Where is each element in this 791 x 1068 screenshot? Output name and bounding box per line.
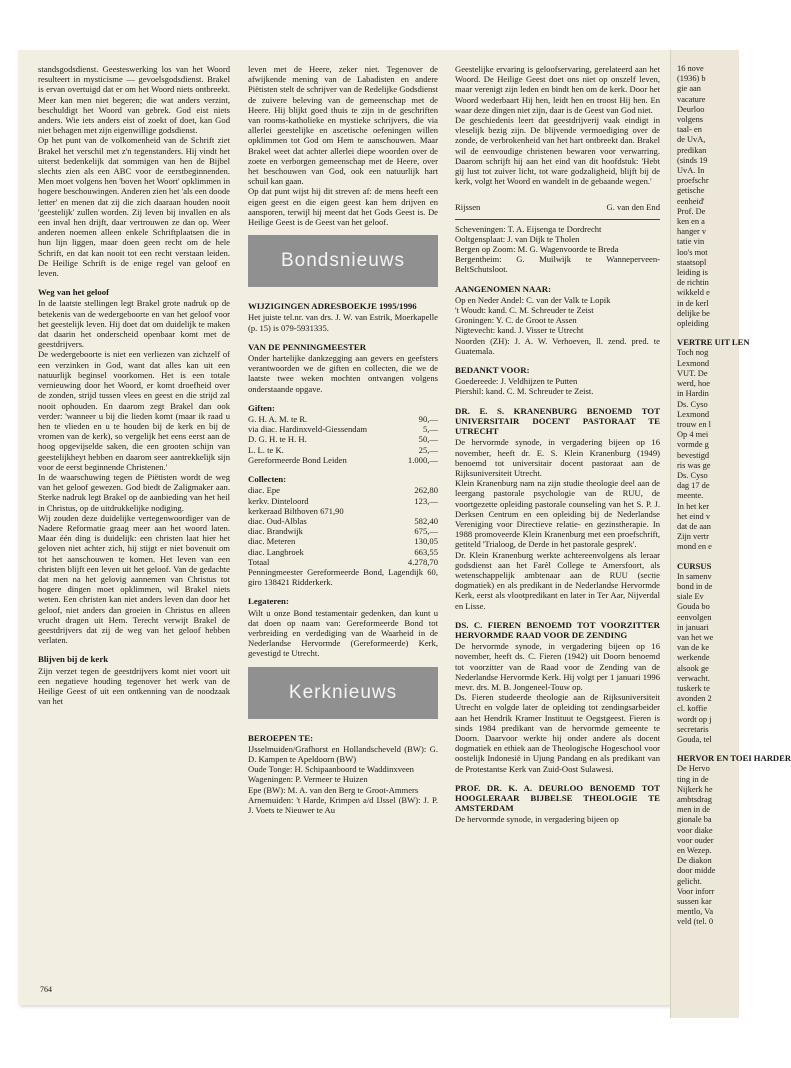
- news-heading: VAN DE PENNINGMEESTER: [248, 341, 367, 352]
- edge-line: werd, hoe: [677, 379, 711, 389]
- collecten-label: diac. Brandwijk: [248, 526, 303, 537]
- paragraph: De hervormde synode, in vergadering bijeen op: [455, 814, 619, 825]
- edge-line: Ds. Cyso: [677, 470, 708, 480]
- edge-line: gelicht.: [677, 876, 702, 886]
- edge-line: de richtin: [677, 278, 709, 288]
- edge-line: siale Ev: [677, 592, 704, 602]
- paragraph: Wageningen: P. Vermeer te Huizen: [248, 774, 368, 785]
- paragraph: In de laatste stellingen legt Brakel grote nadruk op de betekenis van de wedergeboorte en van het geloof voor het geestelijk leven. Hij doet dat om duidelijk te maken dat daarin het onderscheid openbaar komt met de geestdrijvers.: [38, 298, 230, 350]
- collecten-label: kerkv. Dinteloord: [248, 495, 309, 506]
- edge-line: mond en e: [677, 542, 712, 552]
- news-heading: Legateren:: [248, 596, 289, 607]
- edge-line: volgens: [677, 115, 704, 125]
- edge-line: wordt op j: [677, 714, 712, 724]
- giften-row: [248, 455, 438, 465]
- edge-line: Gouda, tel: [677, 735, 712, 744]
- paragraph: leven met de Heere, zeker niet. Tegenover de afwijkende mening van de Labadisten en andere Piëtisten stelt de schrijver van de Redelijke Godsdienst de zuivere beleving van de gemeenschap met de Heere. Hij blijkt goed thuis te zijn in de geschriften van rooms-katholieke en mystieke schrijvers, die via allerlei geestelijke en ascetische oefeningen willen opklimmen tot God om Hem te aanschouwen. Maar Brakel weet dat achter allerlei diepe woorden over de zoete en verborgen gemeenschap met de Heere, over het beschouwen van God, ook een natuurlijk hart schuil kan gaan.: [248, 64, 438, 187]
- signature-place: Rijssen: [455, 202, 481, 213]
- edge-line: (1936) b: [677, 74, 706, 84]
- paragraph: Dr. Klein Kranenburg werkte achtereenvolgens als leraar godsdienst aan het Farèl College te Amersfoort, als wetenschappelijk ambtenaar aan de RUU (sectie dogmatiek) en als predikant in de Nederlandse Hervormde Kerk, eerst als vlootpredikant en later in Ter Aar, Nijverdal en Lisse.: [455, 549, 660, 611]
- paragraph: Bergentheim: G. Muilwijk te Wanneperveen-BeltSchutsloot.: [455, 254, 660, 275]
- section-heading: Weg van het geloof: [38, 287, 110, 298]
- paragraph: Piershil: kand. C. M. Schreuder te Zeist.: [455, 386, 594, 397]
- edge-line: men in de: [677, 805, 711, 815]
- edge-line: eenvolgen: [677, 612, 712, 622]
- collecten-amount: 130,05: [414, 536, 438, 547]
- edge-line: UvA. In: [677, 166, 705, 176]
- edge-line: dag 17 de: [677, 481, 710, 491]
- edge-line: in januari: [677, 622, 709, 632]
- news-heading: WIJZIGINGEN ADRESBOEKJE 1995/1996: [248, 301, 417, 312]
- edge-line: Prof. De: [677, 206, 706, 216]
- edge-line: wikkeld e: [677, 288, 710, 298]
- edge-line: tatie vin: [677, 237, 705, 247]
- edge-line: mentlo, Va: [677, 907, 714, 917]
- giften-label: Gereformeerde Bond Leiden: [248, 454, 347, 465]
- paragraph: 't Woudt: kand. C. M. Schreuder te Zeist: [455, 305, 594, 316]
- collecten-label: diac. Langbroek: [248, 546, 304, 557]
- edge-line: De Hervo: [677, 764, 710, 774]
- edge-line: in de kerl: [677, 298, 709, 308]
- paragraph: De wedergeboorte is niet een verliezen van zichzelf of een verzinken in God, want dat alles kan uit een natuurlijk beginsel voorkomen. Het is een totale vernieuwing door het Woord, er komt droefheid over de zonden, strijd tussen vlees en geest en die strijd zal nooit ophouden. En daarom zegt Brakel dan ook verder: 'wanneer u bij die lieden komt (maar ik raad u hen te vlieden en u te houden bij de kerk en bij de vromen van de kerk), so vergelijk het eens eerst aan de hoog opgevijselde saken, die een grooten schijn van geestelijkheyt hebben en daarom seer aantrekkelijk sijn voor de eerst beginnende Christenen.': [38, 349, 230, 472]
- edge-line: Gouda bo: [677, 602, 710, 612]
- column-3: [455, 64, 660, 825]
- news-heading: AANGENOMEN NAAR:: [455, 283, 552, 294]
- divider: [455, 219, 660, 220]
- edge-line: ambtsdrag: [677, 795, 712, 805]
- collecten-label: diac. Oud-Alblas: [248, 515, 307, 526]
- collecten-label: kerkeraad Bilthoven 671,90: [248, 505, 344, 516]
- edge-line: VUT. De: [677, 368, 708, 378]
- collecten-amount: 663,55: [414, 546, 438, 557]
- edge-line: staatsopl: [677, 257, 707, 267]
- paragraph: Onder hartelijke dankzegging aan gevers en geefsters verantwoorden we de giften en collecten, die we de laatste twee weken mochten ontvangen volgens onderstaande opgave.: [248, 353, 438, 394]
- edge-line: van het we: [677, 632, 714, 642]
- collecten-amount: 4.278,70: [407, 556, 438, 567]
- giften-row: [248, 424, 438, 434]
- column-2: [248, 64, 438, 815]
- edge-line: gionale ba: [677, 815, 712, 825]
- edge-line: getische: [677, 186, 705, 196]
- paragraph: Nigtevecht: kand. J. Visser te Utrecht: [455, 325, 584, 336]
- edge-line: eenheid': [677, 196, 705, 206]
- edge-line: In het ker: [677, 501, 710, 511]
- paragraph: Goedereede: J. Veldhijzen te Putten: [455, 376, 578, 387]
- edge-line: gie aan: [677, 84, 701, 94]
- paragraph: In de waarschuwing tegen de Piëtisten wordt de weg van het geloof gewezen. God biedt de Zaligmaker aan. Sterke nadruk legt Brakel op de aanbieding van het heil in Christus, op de uitdrukkelijke nodiging.: [38, 471, 230, 513]
- author-signature: [455, 202, 660, 212]
- edge-line: proefschr: [677, 176, 709, 186]
- paragraph: Epe (BW): M. A. van den Berg te Groot-Ammers: [248, 784, 419, 795]
- news-heading: DS. C. FIEREN BENOEMD TOT VOORZITTER HERVORMDE RAAD VOOR DE ZENDING: [455, 619, 660, 640]
- collecten-row: [248, 557, 438, 567]
- giften-label: L. L. te K.: [248, 444, 284, 455]
- edge-line: alsook ge: [677, 663, 709, 673]
- giften-label: D. G. H. te H. H.: [248, 434, 307, 445]
- edge-line: opleiding: [677, 319, 709, 329]
- edge-line: dat de aan: [677, 521, 711, 531]
- giften-amount: 25,—: [418, 444, 438, 455]
- paragraph: Het juiste tel.nr. van drs. J. W. van Estrik, Moerkapelle (p. 15) is 079-5931335.: [248, 312, 438, 333]
- edge-line: leiding is: [677, 268, 708, 278]
- news-heading: BEDANKT VOOR:: [455, 365, 530, 376]
- signature-name: G. van den End: [606, 202, 660, 213]
- adjacent-page-edge: [670, 50, 791, 1018]
- paragraph: Scheveningen: T. A. Eijsenga te Dordrecht: [455, 223, 602, 234]
- paragraph: Arnemuiden: 't Harde, Krimpen a/d IJssel (BW): J. P. J. Voets te Nieuwer te Au: [248, 794, 438, 815]
- giften-amount: 5,—: [422, 424, 438, 435]
- paragraph: Klein Kranenburg nam na zijn studie theologie deel aan de leergang pastorale psychologie van de RUU, de voortgezette opleiding pastorale counseling van het S. P. J. Derksen Centrum en een opleiding bij de Nederlandse Vereniging voor Directieve relatie- en gezinstherapie. In 1988 promoveerde Klein Kranenburg met een proefschrift, getiteld 'Trialoog, de Derde in het pastorale gesprek'.: [455, 478, 660, 550]
- collecten-row: [248, 536, 438, 546]
- section-banner-bondsnieuws: Bondsnieuws: [248, 235, 438, 287]
- edge-line: van de ke: [677, 643, 710, 653]
- edge-line: (sinds 19: [677, 155, 708, 165]
- magazine-page: [18, 50, 673, 1005]
- edge-line: Op 4 mei: [677, 430, 709, 440]
- giften-row: [248, 414, 438, 424]
- news-heading: DR. E. S. KRANENBURG BENOEMD TOT UNIVERSITAIR DOCENT PASTORAAT TE UTRECHT: [455, 405, 660, 437]
- edge-text-block: [677, 64, 757, 329]
- edge-line: ris was ge: [677, 460, 711, 470]
- adjacent-page-column: [677, 64, 791, 928]
- edge-line: taal- en: [677, 125, 702, 135]
- edge-line: avonden 2: [677, 694, 712, 704]
- edge-line: Lexmond: [677, 409, 710, 419]
- paragraph: Zijn verzet tegen de geestdrijvers komt niet voort uit een negatieve houding tegenover het werk van de Heilige Geest of uit een ontkenning van de noodzaak van het: [38, 665, 230, 707]
- paragraph: De geschiedenis leert dat geestdrijverij vaak eindigt in vleselijk bezig zijn. De blijvende vermoediging over de zonde, de verbrokenheid van het hart ontbreekt dan. Brakel wil de eenvoudige christenen bewaren voor verwarring. Daarom schrijft hij aan het eind van dit hoofdstuk: 'Hebt gij lust tot zuiver licht, tot ware godzaligheid, blijft bij de kerk, volgt het Woord en wandelt in de gebaande wegen.': [455, 115, 660, 187]
- paragraph: Penningmeester Gereformeerde Bond, Lagendijk 60, giro 138421 Ridderkerk.: [248, 566, 438, 588]
- edge-line: door midde: [677, 866, 716, 876]
- collecten-row: [248, 506, 438, 516]
- edge-line: secretaris: [677, 724, 709, 734]
- paragraph: Ds. Fieren studeerde theologie aan de Rijksuniversiteit Utrecht en volgde later de opleiding tot zendingsarbeider aan het Hendrik Kramer Instituut te Oegstgeest. Fieren is sinds 1984 predikant van de hervormde gemeente te Doorn. Daarvoor werkte hij onder andere als docent dogmatiek en ethiek aan de Theologische Hogeschool voor oostelijk Indonesië in Ujung Pandang en als predikant van de Protestantse Kerk van Zuid-Oost Sulawesi.: [455, 692, 660, 774]
- edge-line: hanger v: [677, 227, 707, 237]
- collecten-row: [248, 516, 438, 526]
- edge-line: de UvA,: [677, 135, 706, 145]
- paragraph: Op dat punt wijst hij dit streven af: de mens heeft een eigen geest en die eigen geest kan hem drijven en aansporen, terwijl hij meent dat het Gods Geest is. De Heilige Geest is de Geest van het geloof.: [248, 186, 438, 228]
- edge-line: loo's mot: [677, 247, 708, 257]
- edge-line: werkende: [677, 653, 710, 663]
- edge-line: bond in de: [677, 581, 713, 591]
- collecten-list: [248, 485, 438, 567]
- paragraph: Wilt u onze Bond testamentair gedenken, dan kunt u dat doen op naam van: Gereformeerde Bond tot verbreiding en verdediging van de Waarheid in de Nederlandse Hervormde (Gereformeerde) Kerk, gevestigd te Utrecht.: [248, 607, 438, 659]
- news-heading: BEROEPEN TE:: [248, 732, 314, 743]
- giften-list: [248, 414, 438, 465]
- edge-line: sussen kar: [677, 897, 712, 907]
- section-heading: Blijven bij de kerk: [38, 654, 109, 665]
- edge-line: ting in de: [677, 774, 709, 784]
- column-1: [38, 64, 230, 706]
- paragraph: Op en Neder Andel: C. van der Valk te Lopik: [455, 294, 611, 305]
- collecten-amount: 582,40: [414, 515, 438, 526]
- paragraph: Bergen op Zoom: M. G. Wagenvoorde te Breda: [455, 244, 619, 255]
- edge-line: vacature: [677, 94, 706, 104]
- paragraph: Oude Tonge: H. Schipaanboord te Waddinxveen: [248, 764, 414, 775]
- edge-line: cl. koffie: [677, 704, 708, 714]
- collecten-row: [248, 496, 438, 506]
- edge-line: voor diake: [677, 825, 713, 835]
- edge-line: De diakon: [677, 856, 712, 866]
- news-heading: PROF. DR. K. A. DEURLOO BENOEMD TOT HOOGLERAAR BIJBELSE THEOLOGIE TE AMSTERDAM: [455, 782, 660, 814]
- edge-line: 16 nove: [677, 64, 704, 73]
- edge-line: Ds. Cyso: [677, 399, 708, 409]
- edge-text-block: [677, 764, 757, 927]
- paragraph: standsgodsdienst. Geesteswerking los van het Woord resulteert in mysticisme — gevoelsgodsdienst. Brakel is ervan overtuigd dat er om het Woord niets ontbreekt. Meer kan men niet begeren; die wat anders verzint, beschuldigt het Woord van gebrek. God eist niets anders. Wie iets anders eist of zoekt of doet, kan God niet behagen met zijn eigenwillige godsdienst.: [38, 64, 230, 136]
- paragraph: Wij zouden deze duidelijke vertegenwoordiger van de Nadere Reformatie graag meer aan het woord laten. Maar één ding is duidelijk: een christen laat hier het geloven niet achter zich, hij stijgt er niet bovenuit om tot het aanschouwen te komen. Het leven van een christen blijft een leven uit het geloof. Van de gedachte dat men na het gelovig aannemen van Christus tot hogere dingen moet opklimmen, wil Brakel niets weten. Een christen kan niet anders leven dan door het geloof, niet anders dan groeien in Christus en alleen vrucht dragen uit Hem. Terecht verwijt Brakel de geestdrijvers dat zij de weg van het geloof hebben verlaten.: [38, 512, 230, 646]
- edge-line: vormde g: [677, 440, 709, 450]
- collecten-label: Totaal: [248, 556, 270, 567]
- edge-line: Lexmond: [677, 358, 710, 368]
- collecten-row: [248, 485, 438, 495]
- edge-heading: CURSUS: [677, 560, 712, 571]
- giften-label: via diac. Hardinxveld-Giessendam: [248, 424, 368, 435]
- edge-line: ken en a: [677, 217, 705, 227]
- edge-text-block: [677, 348, 757, 552]
- giften-label: G. H. A. M. te R.: [248, 414, 308, 425]
- edge-heading: HERVOR EN TOEI HARDER: [677, 753, 791, 764]
- section-banner-kerknieuws: Kerknieuws: [248, 667, 438, 719]
- edge-line: Deurloo: [677, 104, 705, 114]
- edge-line: het eind v: [677, 511, 711, 521]
- giften-row: [248, 445, 438, 455]
- paragraph: Ooltgensplaat: J. van Dijk te Tholen: [455, 233, 580, 244]
- edge-line: in Hardin: [677, 389, 709, 399]
- edge-line: voor ouder: [677, 835, 714, 845]
- giften-amount: 50,—: [418, 434, 438, 445]
- edge-line: bevestigd: [677, 450, 710, 460]
- edge-line: trouw en l: [677, 419, 711, 429]
- edge-line: meente.: [677, 491, 704, 501]
- list-heading: Giften:: [248, 402, 275, 413]
- collecten-row: [248, 526, 438, 536]
- edge-line: Toch nog: [677, 348, 709, 358]
- paragraph: De hervormde synode, in vergadering bijeen op 16 november, heeft dr. E. S. Klein Kranenburg (1949) benoemd tot universitair docent pastoraat aan de Rijksuniversiteit Utrecht.: [455, 437, 660, 478]
- edge-line: en Wezep.: [677, 846, 712, 856]
- list-heading: Collecten:: [248, 474, 287, 485]
- edge-line: delijke be: [677, 308, 710, 318]
- paragraph: Geestelijke ervaring is geloofservaring, gerelateerd aan het Woord. De Heilige Geest doet ons niet op onszelf leven, maar verenigt zijn leden en bindt hen om de kerk. Door het Woord wederbaart Hij hen, leidt hen en troost Hij hen. En waar deze dingen niet zijn, daar is de Geest van God niet.: [455, 64, 660, 115]
- giften-amount: 90,—: [418, 414, 438, 425]
- edge-heading: VERTRE UIT LEN: [677, 337, 750, 348]
- edge-text-block: [677, 572, 757, 745]
- giften-amount: 1.000,—: [407, 454, 438, 465]
- collecten-label: diac. Meteren: [248, 536, 296, 547]
- collecten-amount: 123,—: [414, 495, 438, 506]
- edge-line: tuskerk te: [677, 683, 710, 693]
- edge-line: Voor inforr: [677, 886, 715, 896]
- paragraph: IJsselmuiden/Grafhorst en Hollandscheveld (BW): G. D. Kampen te Apeldoorn (BW): [248, 743, 438, 764]
- edge-line: In samenv: [677, 571, 712, 581]
- edge-line: veld (tel. 0: [677, 917, 714, 927]
- edge-line: predikan: [677, 145, 707, 155]
- page-number: 764: [40, 985, 52, 994]
- collecten-row: [248, 547, 438, 557]
- collecten-label: diac. Epe: [248, 485, 280, 496]
- paragraph: Noorden (ZH): J. A. W. Verhoeven, ll. zend. pred. te Guatemala.: [455, 335, 660, 356]
- giften-row: [248, 434, 438, 444]
- paragraph: Groningen: Y. C. de Groot te Assen: [455, 315, 577, 326]
- collecten-amount: 262,80: [414, 485, 438, 496]
- edge-line: Zijn vertr: [677, 532, 709, 542]
- paragraph: Op het punt van de volkomenheid van de Schrift ziet Brakel het verschil met z'n tegenstanders. Hij vindt het uiterst bedenkelijk dat sommigen van hen de Bijbel slechts zien als een ABC voor de eerstbeginnenden. Men moet volgens hen 'boven het Woort' opklimmen in hogere beschouwingen. Anderen zien het 'als een doode letter' en menen dat zij die zich daaraan houden nooit 'geestelijk' zullen worden. Zij leven bij invallen en als een inval hen drijft, daar vertrouwen ze dan op. Weer anderen noemen alleen enkele Schriftplaatsen die in hun lijn liggen, maar doen geen recht om de hele Schrift, en dat kan nooit tot een recht verstaan leiden. De Heilige Schrift is de enige regel van geloof en leven.: [38, 135, 230, 279]
- paragraph: De hervormde synode, in vergadering bijeen op 16 november, heeft ds. C. Fieren (1942) uit Doorn benoemd tot voorzitter van de Raad voor de Zending van de Nederlandse Hervormde Kerk. Hij volgt per 1 januari 1996 mevr. drs. M. B. Jongeneel-Touw op.: [455, 641, 660, 692]
- edge-line: verwacht.: [677, 673, 710, 683]
- collecten-amount: 675,—: [414, 526, 438, 537]
- edge-line: Nijkerk he: [677, 784, 713, 794]
